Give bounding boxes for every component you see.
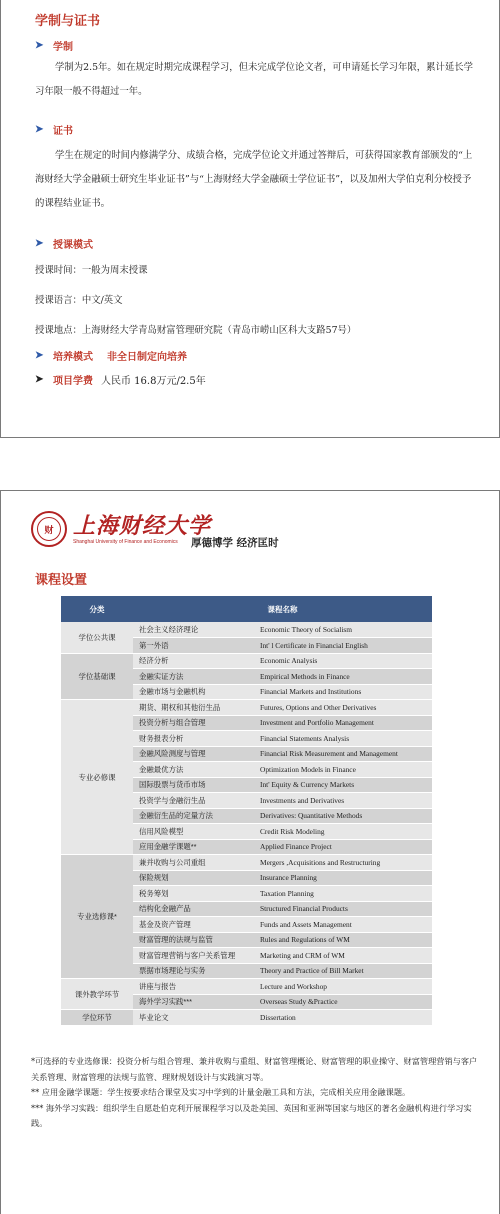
course-name-en: Financial Risk Measurement and Management	[254, 746, 432, 762]
course-name-cn: 国际股票与货币市场	[133, 777, 254, 793]
course-name-en: Theory and Practice of Bill Market	[254, 963, 432, 979]
category-cell: 学位公共课	[61, 622, 133, 653]
course-name-cn: 期货、期权和其他衍生品	[133, 700, 254, 716]
course-name-en: Optimization Models in Finance	[254, 762, 432, 778]
course-name-cn: 海外学习实践***	[133, 994, 254, 1010]
course-name-en: Empirical Methods in Finance	[254, 669, 432, 685]
course-name-cn: 金融实证方法	[133, 669, 254, 685]
course-name-cn: 投资学与金融衍生品	[133, 793, 254, 809]
category-cell: 专业选修课*	[61, 855, 133, 979]
university-logo	[31, 511, 211, 547]
subsection-zhengshu: ➤ 证书	[35, 124, 73, 137]
course-name-en: Taxation Planning	[254, 886, 432, 902]
course-name-en: Insurance Planning	[254, 870, 432, 886]
arrow-icon: ➤	[35, 238, 44, 249]
subsection-shouke: ➤ 授课模式	[35, 238, 93, 251]
course-name-cn: 基金及资产管理	[133, 917, 254, 933]
section-title: 学制与证书	[35, 14, 101, 29]
page-2	[0, 490, 500, 1214]
course-name-en: Financial Markets and Institutions	[254, 684, 432, 700]
category-cell: 课外教学环节	[61, 979, 133, 1010]
course-name-cn: 金融衍生品的定量方法	[133, 808, 254, 824]
shouke-time: 授课时间：一般为周末授课	[35, 265, 148, 276]
course-name-en: Marketing and CRM of WM	[254, 948, 432, 964]
course-name-cn: 讲座与报告	[133, 979, 254, 995]
arrow-icon: ➤	[35, 350, 44, 361]
header-category: 分类	[61, 596, 133, 622]
course-name-cn: 第一外语	[133, 638, 254, 654]
course-name-cn: 金融风险测度与管理	[133, 746, 254, 762]
course-title: 课程设置	[35, 573, 88, 588]
shouke-location: 授课地点：上海财经大学青岛财富管理研究院（青岛市崂山区科大支路57号）	[35, 325, 357, 336]
course-name-cn: 毕业论文	[133, 1010, 254, 1026]
course-name-en: Credit Risk Modeling	[254, 824, 432, 840]
course-name-en: Economic Analysis	[254, 653, 432, 669]
motto: 厚德博学 经济匡时	[191, 537, 279, 549]
arrow-icon: ➤	[35, 40, 44, 51]
table-row	[61, 653, 432, 669]
course-name-en: Lecture and Workshop	[254, 979, 432, 995]
table-row	[61, 700, 432, 716]
category-cell: 学位环节	[61, 1010, 133, 1026]
course-name-en: Futures, Options and Other Derivatives	[254, 700, 432, 716]
course-name-cn: 社会主义经济理论	[133, 622, 254, 638]
note-3: *** 海外学习实践：组织学生自愿赴伯克利开展课程学习以及赴美国、英国和亚洲等国家与地区的著名金融机构进行学习实践。	[31, 1102, 472, 1128]
note-2: ** 应用金融学课题：学生按要求结合课堂及实习中学到的计量金融工具和方法，完成相关应用金融课题。	[31, 1087, 411, 1097]
course-name-en: Structured Financial Products	[254, 901, 432, 917]
course-name-en: Dissertation	[254, 1010, 432, 1026]
course-name-cn: 金融市场与金融机构	[133, 684, 254, 700]
category-cell: 专业必修课	[61, 700, 133, 855]
course-name-cn: 税务筹划	[133, 886, 254, 902]
subsection-xuezhi: ➤ 学制	[35, 40, 73, 53]
course-name-en: Int' Equity & Currency Markets	[254, 777, 432, 793]
course-name-en: Economic Theory of Socialism	[254, 622, 432, 638]
subsection-xuefei: ➤ 项目学费 人民币 16.8万元/2.5年	[35, 374, 206, 387]
zhengshu-text: 学生在规定的时间内修满学分、成绩合格，完成学位论文并通过答辩后，可获得国家教育部颁发的“上海财经大学金融硕士研究生毕业证书”与“上海财经大学金融硕士学位证书”，以及加州大学伯克利分校授予的课程结业证书。	[35, 150, 473, 209]
course-name-en: Mergers ,Acquisitions and Restructuring	[254, 855, 432, 871]
footnotes	[31, 1054, 481, 1132]
course-name-cn: 金融最优方法	[133, 762, 254, 778]
course-name-cn: 财富管理的法规与监管	[133, 932, 254, 948]
table-header	[61, 596, 432, 622]
shouke-language: 授课语言：中文/英文	[35, 295, 123, 306]
header-course: 课程名称	[133, 596, 432, 622]
course-name-cn: 应用金融学课题**	[133, 839, 254, 855]
table-row	[61, 622, 432, 638]
course-name-cn: 结构化金融产品	[133, 901, 254, 917]
xuezhi-text: 学制为2.5年。如在规定时期完成课程学习，但未完成学位论文者，可申请延长学习年限，累计延长学习年限一般不得超过一年。	[35, 62, 474, 97]
course-name-cn: 财务报表分析	[133, 731, 254, 747]
arrow-icon: ➤	[35, 374, 44, 385]
course-name-cn: 票据市场理论与实务	[133, 963, 254, 979]
table-row	[61, 1010, 432, 1026]
course-name-en: Investment and Portfolio Management	[254, 715, 432, 731]
course-name-en: Financial Statements Analysis	[254, 731, 432, 747]
course-name-cn: 兼并收购与公司重组	[133, 855, 254, 871]
course-name-en: Derivatives: Quantitative Methods	[254, 808, 432, 824]
course-name-en: Rules and Regulations of WM	[254, 932, 432, 948]
arrow-icon: ➤	[35, 124, 44, 135]
course-name-en: Funds and Assets Management	[254, 917, 432, 933]
course-name-en: Int' l Certificate in Financial English	[254, 638, 432, 654]
seal-icon: 财	[31, 511, 67, 547]
logo-chinese: 上海财经大学	[73, 512, 212, 539]
course-name-en: Applied Finance Project	[254, 839, 432, 855]
table-row	[61, 855, 432, 871]
course-name-en: Investments and Derivatives	[254, 793, 432, 809]
course-name-cn: 保险规划	[133, 870, 254, 886]
course-name-cn: 财富管理营销与客户关系管理	[133, 948, 254, 964]
note-1: *可选择的专业选修课：投资分析与组合管理、兼并收购与重组、财富管理概论、财富管理的职业操守、财富管理营销与客户关系管理、财富管理的法规与监管、理财规划设计与实践演习等。	[31, 1056, 478, 1082]
course-name-cn: 信用风险模型	[133, 824, 254, 840]
course-name-en: Overseas Study &Practice	[254, 994, 432, 1010]
subsection-peiyang: ➤ 培养模式 非全日制定向培养	[35, 350, 187, 363]
page-1	[0, 0, 500, 438]
course-table	[61, 596, 432, 1026]
table-row	[61, 979, 432, 995]
logo-english: Shanghai University of Finance and Economics	[73, 538, 178, 545]
course-name-cn: 投资分析与组合管理	[133, 715, 254, 731]
category-cell: 学位基础课	[61, 653, 133, 700]
course-name-cn: 经济分析	[133, 653, 254, 669]
